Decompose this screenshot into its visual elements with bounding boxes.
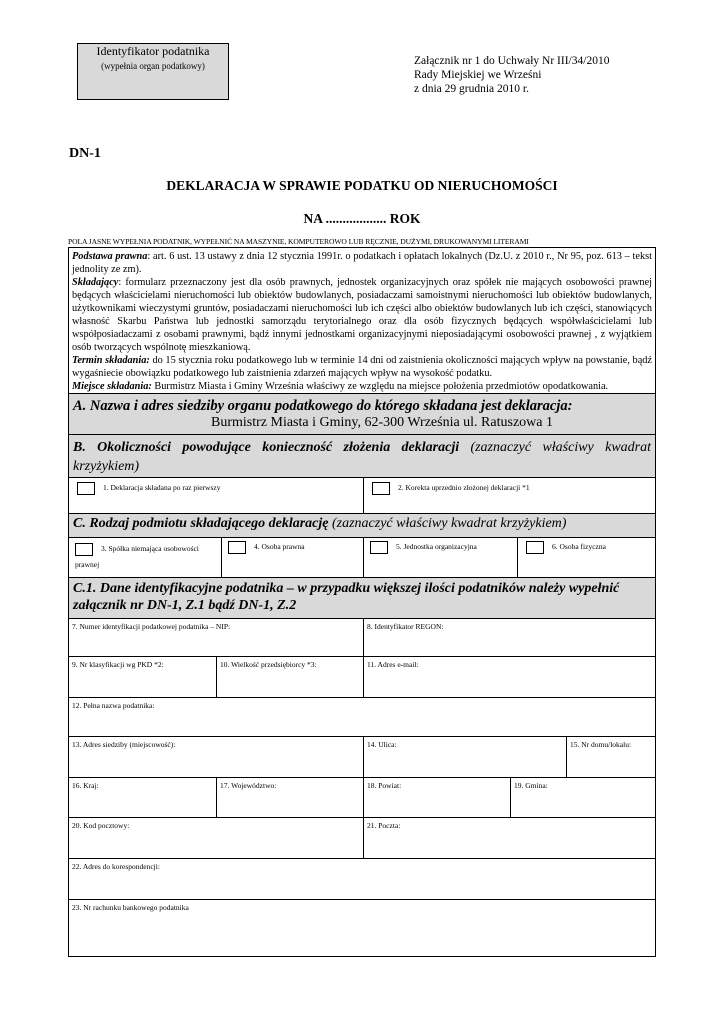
option-organizational-unit-label: 5. Jednostka organizacyjna [396,542,477,552]
section-b-options [68,478,656,514]
section-a-value: Burmistrz Miasta i Gminy, 62-300 Września ul. Ratuszowa 1 [211,415,553,430]
field-post-office-label: 21. Poczta: [367,821,401,830]
field-correspondence-address-label: 22. Adres do korespondencji: [72,862,160,871]
identifier-note: (wypełnia organ podatkowy) [101,61,205,71]
taxpayer-identifier-box [77,43,229,100]
annex-line-2: Rady Miejskiej we Wrześni [414,69,542,81]
field-pkd-label: 9. Nr klasyfikacji wg PKD *2: [72,660,164,669]
option-first-declaration [69,478,363,513]
filers-label: Składający [72,277,119,288]
basis-label: Podstawa prawna [72,251,148,262]
field-street-label: 14. Ulica: [367,740,397,749]
legal-basis-box [68,247,656,394]
option-natural-person [517,538,656,577]
checkbox-correction[interactable] [372,482,390,495]
field-full-name-label: 12. Pełna nazwa podatnika: [72,701,155,710]
option-partnership-label-b: prawnej [75,560,100,569]
field-house-number[interactable] [566,737,656,777]
option-natural-person-label: 6. Osoba fizyczna [552,542,606,552]
field-regon-label: 8. Identyfikator REGON: [367,622,444,631]
field-row-region [68,778,656,818]
deadline-label: Termin składania: [72,355,150,366]
field-bank-account-label: 23. Nr rachunku bankowego podatnika [72,903,189,912]
form-title: DEKLARACJA W SPRAWIE PODATKU OD NIERUCHOMOŚCI [166,178,558,193]
field-email[interactable] [363,657,656,697]
field-correspondence-address[interactable] [69,859,656,899]
field-postal-code-label: 20. Kod pocztowy: [72,821,130,830]
field-nip-label: 7. Numer identyfikacji podatkowej podatnika – NIP: [72,622,231,631]
field-row-pkd [68,657,656,698]
form-year: NA .................. ROK [303,211,421,226]
filers-text: : formularz przeznaczony jest dla osób prawnych, jednostek organizacyjnych oraz spółek nie mających osobowości prawnej będących właścicielami nieruchomości lub obiektów budowlanych, posiadaczami samoistnymi nieruchomości lub obiektów budowlanych, użytkownikami wieczystymi gruntów, posiadaczami nieruchomości lub ich części albo obiektów budowlanych lub ich części, stanowiących własność Skarbu Państwa lub jednostki samorządu terytorialnego oraz dla osób fizycznych będących współwłaścicielami lub współposiadaczami z osobami prawnymi, bądź innymi jednostkami organizacyjnymi nieposiadającymi osobowości prawnej , z wyjątkiem osób tworzących wspólnotę mieszkaniową. [72,277,652,353]
checkbox-first-declaration[interactable] [77,482,95,495]
field-company-size[interactable] [216,657,363,697]
field-country[interactable] [69,778,216,817]
field-row-bank [68,900,656,957]
deadline-text: do 15 stycznia roku podatkowego lub w terminie 14 dni od zaistnienia okoliczności mających wpływ na powstanie, bądź wygaśniecie obowiązku podatkowego lub zaistnienia zdarzeń mających wpływ na wysokość podatku. [72,355,652,379]
place-text: Burmistrz Miasta i Gminy Września właściwy ze względu na miejsce położenia przedmiotów opodatkowania. [151,381,609,392]
section-b-hint: (zaznaczyć właściwy kwadrat krzyżykiem) [73,440,652,474]
checkbox-legal-person[interactable] [228,541,246,554]
place-label: Miejsce składania: [72,381,152,392]
field-email-label: 11. Adres e-mail: [367,660,419,669]
option-legal-person [221,538,363,577]
option-first-declaration-label: 1. Deklaracja składana po raz pierwszy [103,483,221,493]
section-b-heading: B. Okoliczności powodujące konieczność złożenia deklaracji [73,440,460,455]
field-commune-label: 19. Gmina: [514,781,548,790]
field-commune[interactable] [510,778,656,817]
option-legal-person-label: 4. Osoba prawna [254,542,305,552]
checkbox-partnership[interactable] [75,543,93,556]
field-row-nip-regon [68,619,656,657]
field-post-office[interactable] [363,818,656,858]
section-c1-heading: C.1. Dane identyfikacyjne podatnika – w przypadku większej ilości podatników należy wypełnić załącznik nr DN-1, Z.1 bądź DN-1, Z.2 [73,581,620,613]
field-house-number-label: 15. Nr domu/lokalu: [570,740,632,749]
field-voivodeship[interactable] [216,778,363,817]
annex-reference [414,54,609,96]
field-pkd[interactable] [69,657,216,697]
annex-line-1: Załącznik nr 1 do Uchwały Nr III/34/2010 [414,55,610,67]
field-country-label: 16. Kraj: [72,781,99,790]
field-company-size-label: 10. Wielkość przedsiębiorcy *3: [220,660,317,669]
field-regon[interactable] [363,619,656,656]
field-postal-code[interactable] [69,818,363,858]
field-row-correspondence [68,859,656,900]
option-organizational-unit [363,538,517,577]
option-partnership [69,538,221,577]
section-a-heading: A. Nazwa i adres siedziby organu podatkowego do którego składana jest deklaracja: [73,398,573,414]
form-code: DN-1 [69,146,101,161]
field-nip[interactable] [69,619,363,656]
field-full-name[interactable] [69,698,656,736]
field-voivodeship-label: 17. Województwo: [220,781,277,790]
section-b [68,435,656,478]
fill-instructions: POLA JASNE WYPEŁNIA PODATNIK, WYPEŁNIĆ NA MASZYNIE, KOMPUTEROWO LUB RĘCZNIE, DUŻYMI, DRUKOWANYMI LITERAMI [68,237,529,246]
annex-line-3: z dnia 29 grudnia 2010 r. [414,83,529,95]
option-correction-label: 2. Korekta uprzednio złożonej deklaracji *1 [398,483,530,493]
option-partnership-label-a: 3. Spółka niemająca osobowości [101,544,199,553]
field-city[interactable] [69,737,363,777]
field-row-postal [68,818,656,859]
basis-text: : art. 6 ust. 13 ustawy z dnia 12 stycznia 1991r. o podatkach i opłatach lokalnych (Dz.U. z 2010 r., Nr 95, poz. 613 – tekst jednolity ze zm). [72,251,653,275]
section-c1 [68,578,656,619]
identifier-title: Identyfikator podatnika [96,44,210,58]
field-city-label: 13. Adres siedziby (miejscowość): [72,740,176,749]
field-row-address [68,737,656,778]
option-correction [363,478,656,513]
section-c [68,514,656,538]
field-district[interactable] [363,778,510,817]
section-c-heading: C. Rodzaj podmiotu składającego deklarację [73,516,329,531]
checkbox-natural-person[interactable] [526,541,544,554]
field-row-name [68,698,656,737]
section-a [68,394,656,435]
field-bank-account[interactable] [69,900,656,956]
checkbox-organizational-unit[interactable] [370,541,388,554]
section-c-hint: (zaznaczyć właściwy kwadrat krzyżykiem) [328,516,567,531]
section-c-options [68,538,656,578]
field-district-label: 18. Powiat: [367,781,402,790]
field-street[interactable] [363,737,566,777]
